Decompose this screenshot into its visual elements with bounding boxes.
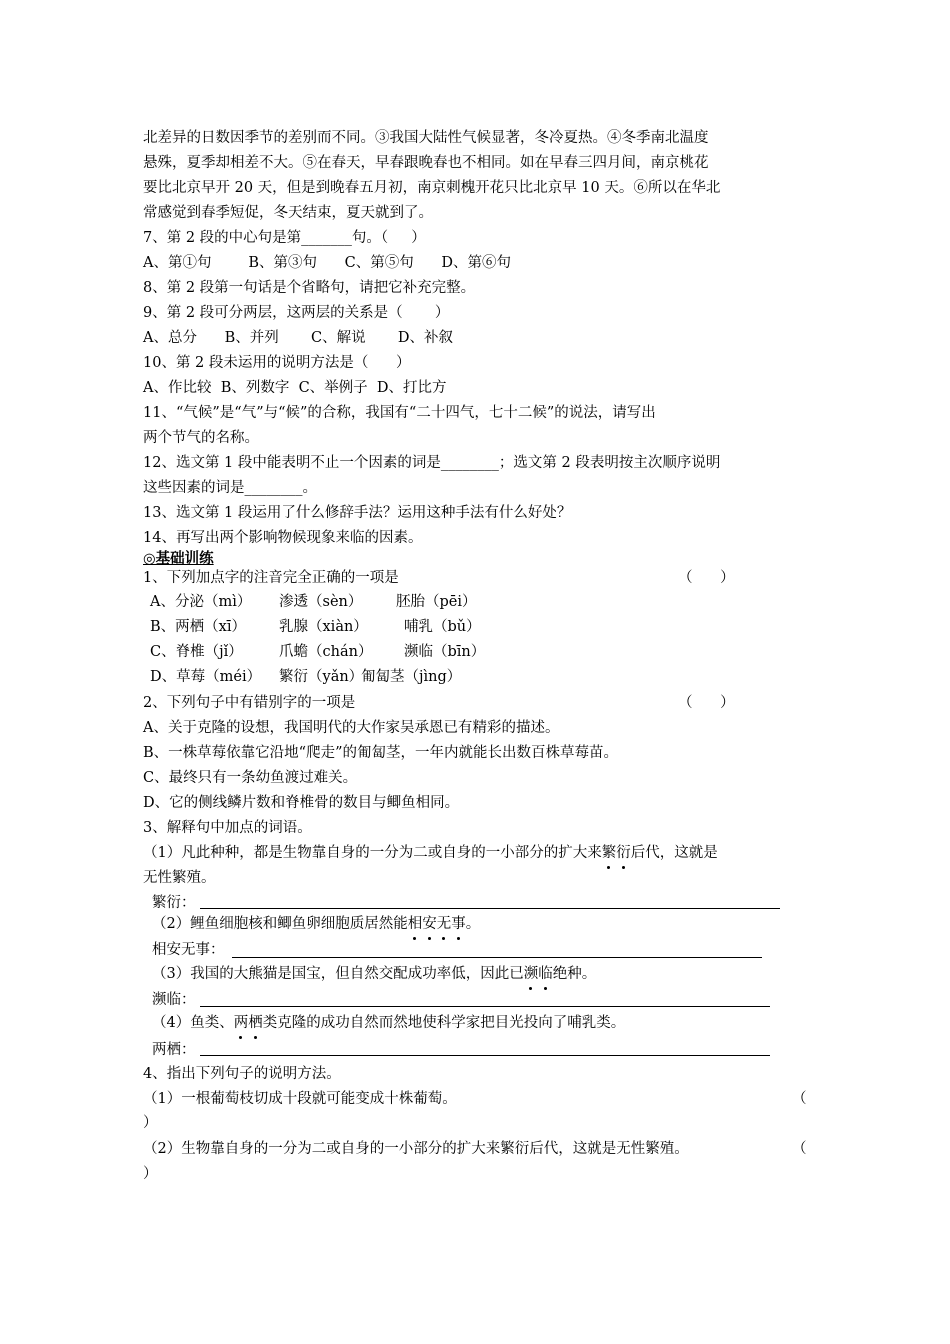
q4-item-2-close-paren: ） [143, 1166, 158, 1182]
answer-line[interactable] [200, 908, 780, 909]
answer-line[interactable] [200, 1006, 770, 1007]
q3-term-2: 相安无事： [152, 942, 225, 958]
passage-line: 要比北京早开 20 天，但是到晚春五月初，南京刺槐开花只比北京早 10 天。⑥所以在华北 [143, 180, 721, 196]
q4-item-1: （1）一根葡萄枝切成十段就可能变成十株葡萄。 [143, 1091, 457, 1107]
worksheet-page: 北差异的日数因季节的差别而不同。③我国大陆性气候显著，冬冷夏热。④冬季南北温度 悬殊，夏季却相差不大。⑤在春天，早春跟晚春也不相同。如在早春三四月间，南京桃花 要比北京早开 20 天，但是到晚春五月初，南京刺槐开花只比北京早 10 天。⑥所以在华北 常感觉到春季短促，冬天结束，夏天就到了。 7、第 2 段的中心句是第_______句。（ ） A、第①句 B、第③句 C、第⑤句 D、第⑥句 8、第 2 段第一句话是个省略句，请把它补充完整。 9、第 2 段可分两层，这两层的关系是（ ） A、总分 B、并列 C、解说 D、补叙 10、第 2 段未运用的说明方法是（ ） A、作比较 B、列数字 C、举例子 D、打比方 11、“气候”是“气”与“候”的合称，我国有“二十四气，七十二候”的说法，请写出 两个节气的名称。 12、选文第 1 段中能表明不止一个因素的词是________；选文第 2 段表明按主次顺序说明 这些因素的词是________。 13、选文第 1 段运用了什么修辞手法？运用这种手法有什么好处？ 14、再写出两个影响物候现象来临的因素。 ◎基础训练 1、下列加点字的注音完全正确的一项是 （ ） A、分泌（mì） 渗透（sèn） 胚胎（pēi） B、两栖（xī） 乳腺（xiàn） 哺乳（bǔ） C、脊椎（jǐ） 爪蟾（chán） 濒临（bīn） D、草莓（méi） 繁衍（yǎn） 匍匐茎（jìng） 2、下列句子中有错别字的一项是 （ ） A、关于克隆的设想，我国明代的大作家吴承恩已有精彩的描述。 B、一株草莓依靠它沿地“爬走”的匍匐茎，一年内就能长出数百株草莓苗。 C、最终只有一条幼鱼渡过难关。 D、它的侧线鳞片数和脊椎骨的数目与鲫鱼相同。 3、解释句中加点的词语。 （1）凡此种种，都是生物靠自身的一分为二或自身的一小部分的扩大来繁衍后代，这就是 无性繁殖。 繁衍： （2）鲤鱼细胞核和鲫鱼卵细胞质居然能相安无事。 相安无事： （3）我国的大熊猫是国宝，但自然交配成功率低，因此已濒临绝种。 濒临： （4）鱼类、两栖类克隆的成功自然而然地使科学家把目光投向了哺乳类。 两栖： 4、指出下列句子的说明方法。 （1）一根葡萄枝切成十段就可能变成十株葡萄。 （ ） （2）生物靠自身的一分为二或自身的一小部分的扩大来繁衍后代，这就是无性繁殖。 （ ） [143, 130, 807, 1182]
q2-answer-paren: （ ） [678, 695, 735, 711]
dotted-word: 相安无事 [407, 916, 466, 932]
q2-option-d: D、它的侧线鳞片数和脊椎骨的数目与鲫鱼相同。 [143, 795, 460, 811]
q2-option-a: A、关于克隆的设想，我国明代的大作家吴承恩已有精彩的描述。 [143, 720, 560, 736]
q2-option-c: C、最终只有一条幼鱼渡过难关。 [143, 770, 358, 786]
q3-item-1-cont: 无性繁殖。 [143, 870, 216, 886]
q4-item-2: （2）生物靠自身的一分为二或自身的一小部分的扩大来繁衍后代，这就是无性繁殖。 [143, 1141, 689, 1157]
q4-item-1-close-paren: ） [143, 1115, 158, 1131]
q4-item-1-open-paren: （ [792, 1091, 807, 1107]
question-9: 9、第 2 段可分两层，这两层的关系是（ ） [143, 305, 450, 321]
q3-term-1: 繁衍： [152, 895, 196, 911]
answer-line[interactable] [232, 957, 762, 958]
question-11-cont: 两个节气的名称。 [143, 430, 259, 446]
question-10: 10、第 2 段未运用的说明方法是（ ） [143, 355, 411, 371]
q3-item-3: （3）我国的大熊猫是国宝，但自然交配成功率低，因此已濒临绝种。 [152, 966, 597, 982]
question-7-options: A、第①句 B、第③句 C、第⑤句 D、第⑥句 [143, 255, 512, 271]
q3-stem: 3、解释句中加点的词语。 [143, 820, 312, 836]
passage-line: 北差异的日数因季节的差别而不同。③我国大陆性气候显著，冬冷夏热。④冬季南北温度 [143, 130, 709, 146]
q4-item-2-open-paren: （ [792, 1141, 807, 1157]
question-11: 11、“气候”是“气”与“候”的合称，我国有“二十四气，七十二候”的说法，请写出 [143, 405, 656, 421]
question-12: 12、选文第 1 段中能表明不止一个因素的词是________；选文第 2 段表明按主次顺序说明 [143, 455, 721, 471]
q1-option-d: D、草莓（méi） [150, 669, 262, 685]
question-7: 7、第 2 段的中心句是第_______句。（ ） [143, 230, 426, 246]
question-12-cont: 这些因素的词是________。 [143, 480, 317, 496]
dotted-word: 繁衍 [601, 845, 631, 861]
question-8: 8、第 2 段第一句话是个省略句，请把它补充完整。 [143, 280, 476, 296]
dotted-word: 濒临 [523, 966, 553, 982]
q2-stem: 2、下列句子中有错别字的一项是 [143, 695, 356, 711]
q1-option-c: C、脊椎（jǐ） [150, 644, 243, 660]
q2-option-b: B、一株草莓依靠它沿地“爬走”的匍匐茎，一年内就能长出数百株草莓苗。 [143, 745, 618, 761]
question-14: 14、再写出两个影响物候现象来临的因素。 [143, 530, 423, 546]
q1-answer-paren: （ ） [678, 570, 735, 586]
section-heading: ◎基础训练 [143, 551, 214, 567]
q4-stem: 4、指出下列句子的说明方法。 [143, 1066, 341, 1082]
question-10-options: A、作比较 B、列数字 C、举例子 D、打比方 [143, 380, 447, 396]
question-13: 13、选文第 1 段运用了什么修辞手法？运用这种手法有什么好处？ [143, 505, 572, 521]
q3-item-4: （4）鱼类、两栖类克隆的成功自然而然地使科学家把目光投向了哺乳类。 [152, 1015, 626, 1031]
dotted-word: 两栖 [233, 1015, 263, 1031]
answer-line[interactable] [200, 1055, 770, 1056]
q1-stem: 1、下列加点字的注音完全正确的一项是 [143, 570, 399, 586]
q3-term-3: 濒临： [152, 992, 196, 1008]
question-9-options: A、总分 B、并列 C、解说 D、补叙 [143, 330, 454, 346]
q1-option-a: A、分泌（mì） [150, 594, 252, 610]
passage-line: 悬殊，夏季却相差不大。⑤在春天，早春跟晚春也不相同。如在早春三四月间，南京桃花 [143, 155, 709, 171]
q3-item-1: （1）凡此种种，都是生物靠自身的一分为二或自身的一小部分的扩大来繁衍后代，这就是 [143, 845, 718, 861]
passage-line: 常感觉到春季短促，冬天结束，夏天就到了。 [143, 205, 433, 221]
q3-item-2: （2）鲤鱼细胞核和鲫鱼卵细胞质居然能相安无事。 [152, 916, 481, 932]
q3-term-4: 两栖： [152, 1042, 196, 1058]
q1-option-b: B、两栖（xī） [150, 619, 246, 635]
